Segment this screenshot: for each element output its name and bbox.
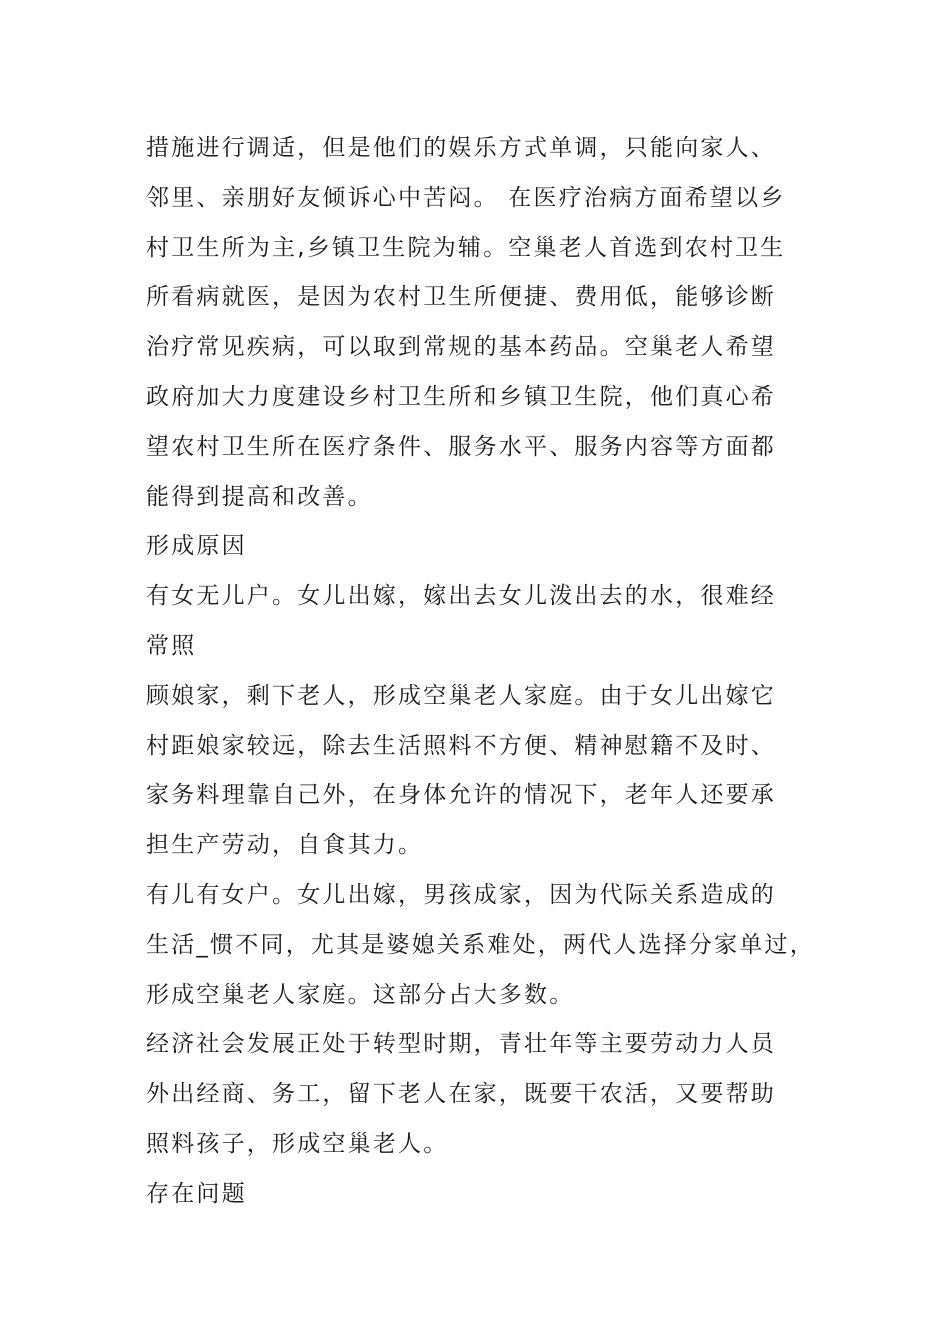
text-line: 常照 [146, 632, 197, 659]
text-line: 村卫生所为主,乡镇卫生院为辅。空巢老人首选到农村卫生 [146, 234, 786, 261]
section-heading: 形成原因 [146, 533, 247, 560]
section-heading: 存在问题 [146, 1180, 247, 1207]
text-line: 措施进行调适，但是他们的娱乐方式单调，只能向家人、 [146, 135, 776, 161]
text-line: 经济社会发展正处于转型时期，青壮年等主要劳动力人员 [146, 1031, 776, 1058]
text-line: 照料孩子，形成空巢老人。 [146, 1130, 449, 1157]
text-line: 所看病就医，是因为农村卫生所便捷、费用低，能够诊断 [146, 284, 776, 311]
text-line: 担生产劳动，自食其力。 [146, 832, 424, 859]
text-line: 望农村卫生所在医疗条件、服务水平、服务内容等方面都 [146, 433, 776, 460]
text-line: 能得到提高和改善。 [146, 483, 373, 510]
text-line: 治疗常见疾病，可以取到常规的基本药品。空巢老人希望 [146, 334, 776, 361]
text-line: 有女无儿户。女儿出嫁，嫁出去女儿泼出去的水，很难经 [146, 583, 776, 610]
text-line: 有儿有女户。女儿出嫁，男孩成家，因为代际关系造成的 [146, 881, 776, 908]
text-line: 顾娘家，剩下老人，形成空巢老人家庭。由于女儿出嫁它 [146, 682, 776, 709]
text-line: 形成空巢老人家庭。这部分占大多数。 [146, 981, 575, 1008]
text-line: 村距娘家较远，除去生活照料不方便、精神慰籍不及时、 [146, 732, 776, 759]
text-line: 政府加大力度建设乡村卫生所和乡镇卫生院，他们真心希 [146, 383, 776, 410]
document-body [146, 124, 816, 1220]
text-line: 家务料理靠自己外，在身体允许的情况下，老年人还要承 [146, 782, 776, 809]
text-line: 生活_惯不同，尤其是婆媳关系难处，两代人选择分家单过， [146, 931, 815, 958]
text-line: 外出经商、务工，留下老人在家，既要干农活，又要帮助 [146, 1081, 776, 1108]
text-line: 邻里、亲朋好友倾诉心中苦闷。 在医疗治病方面希望以乡 [146, 184, 786, 211]
